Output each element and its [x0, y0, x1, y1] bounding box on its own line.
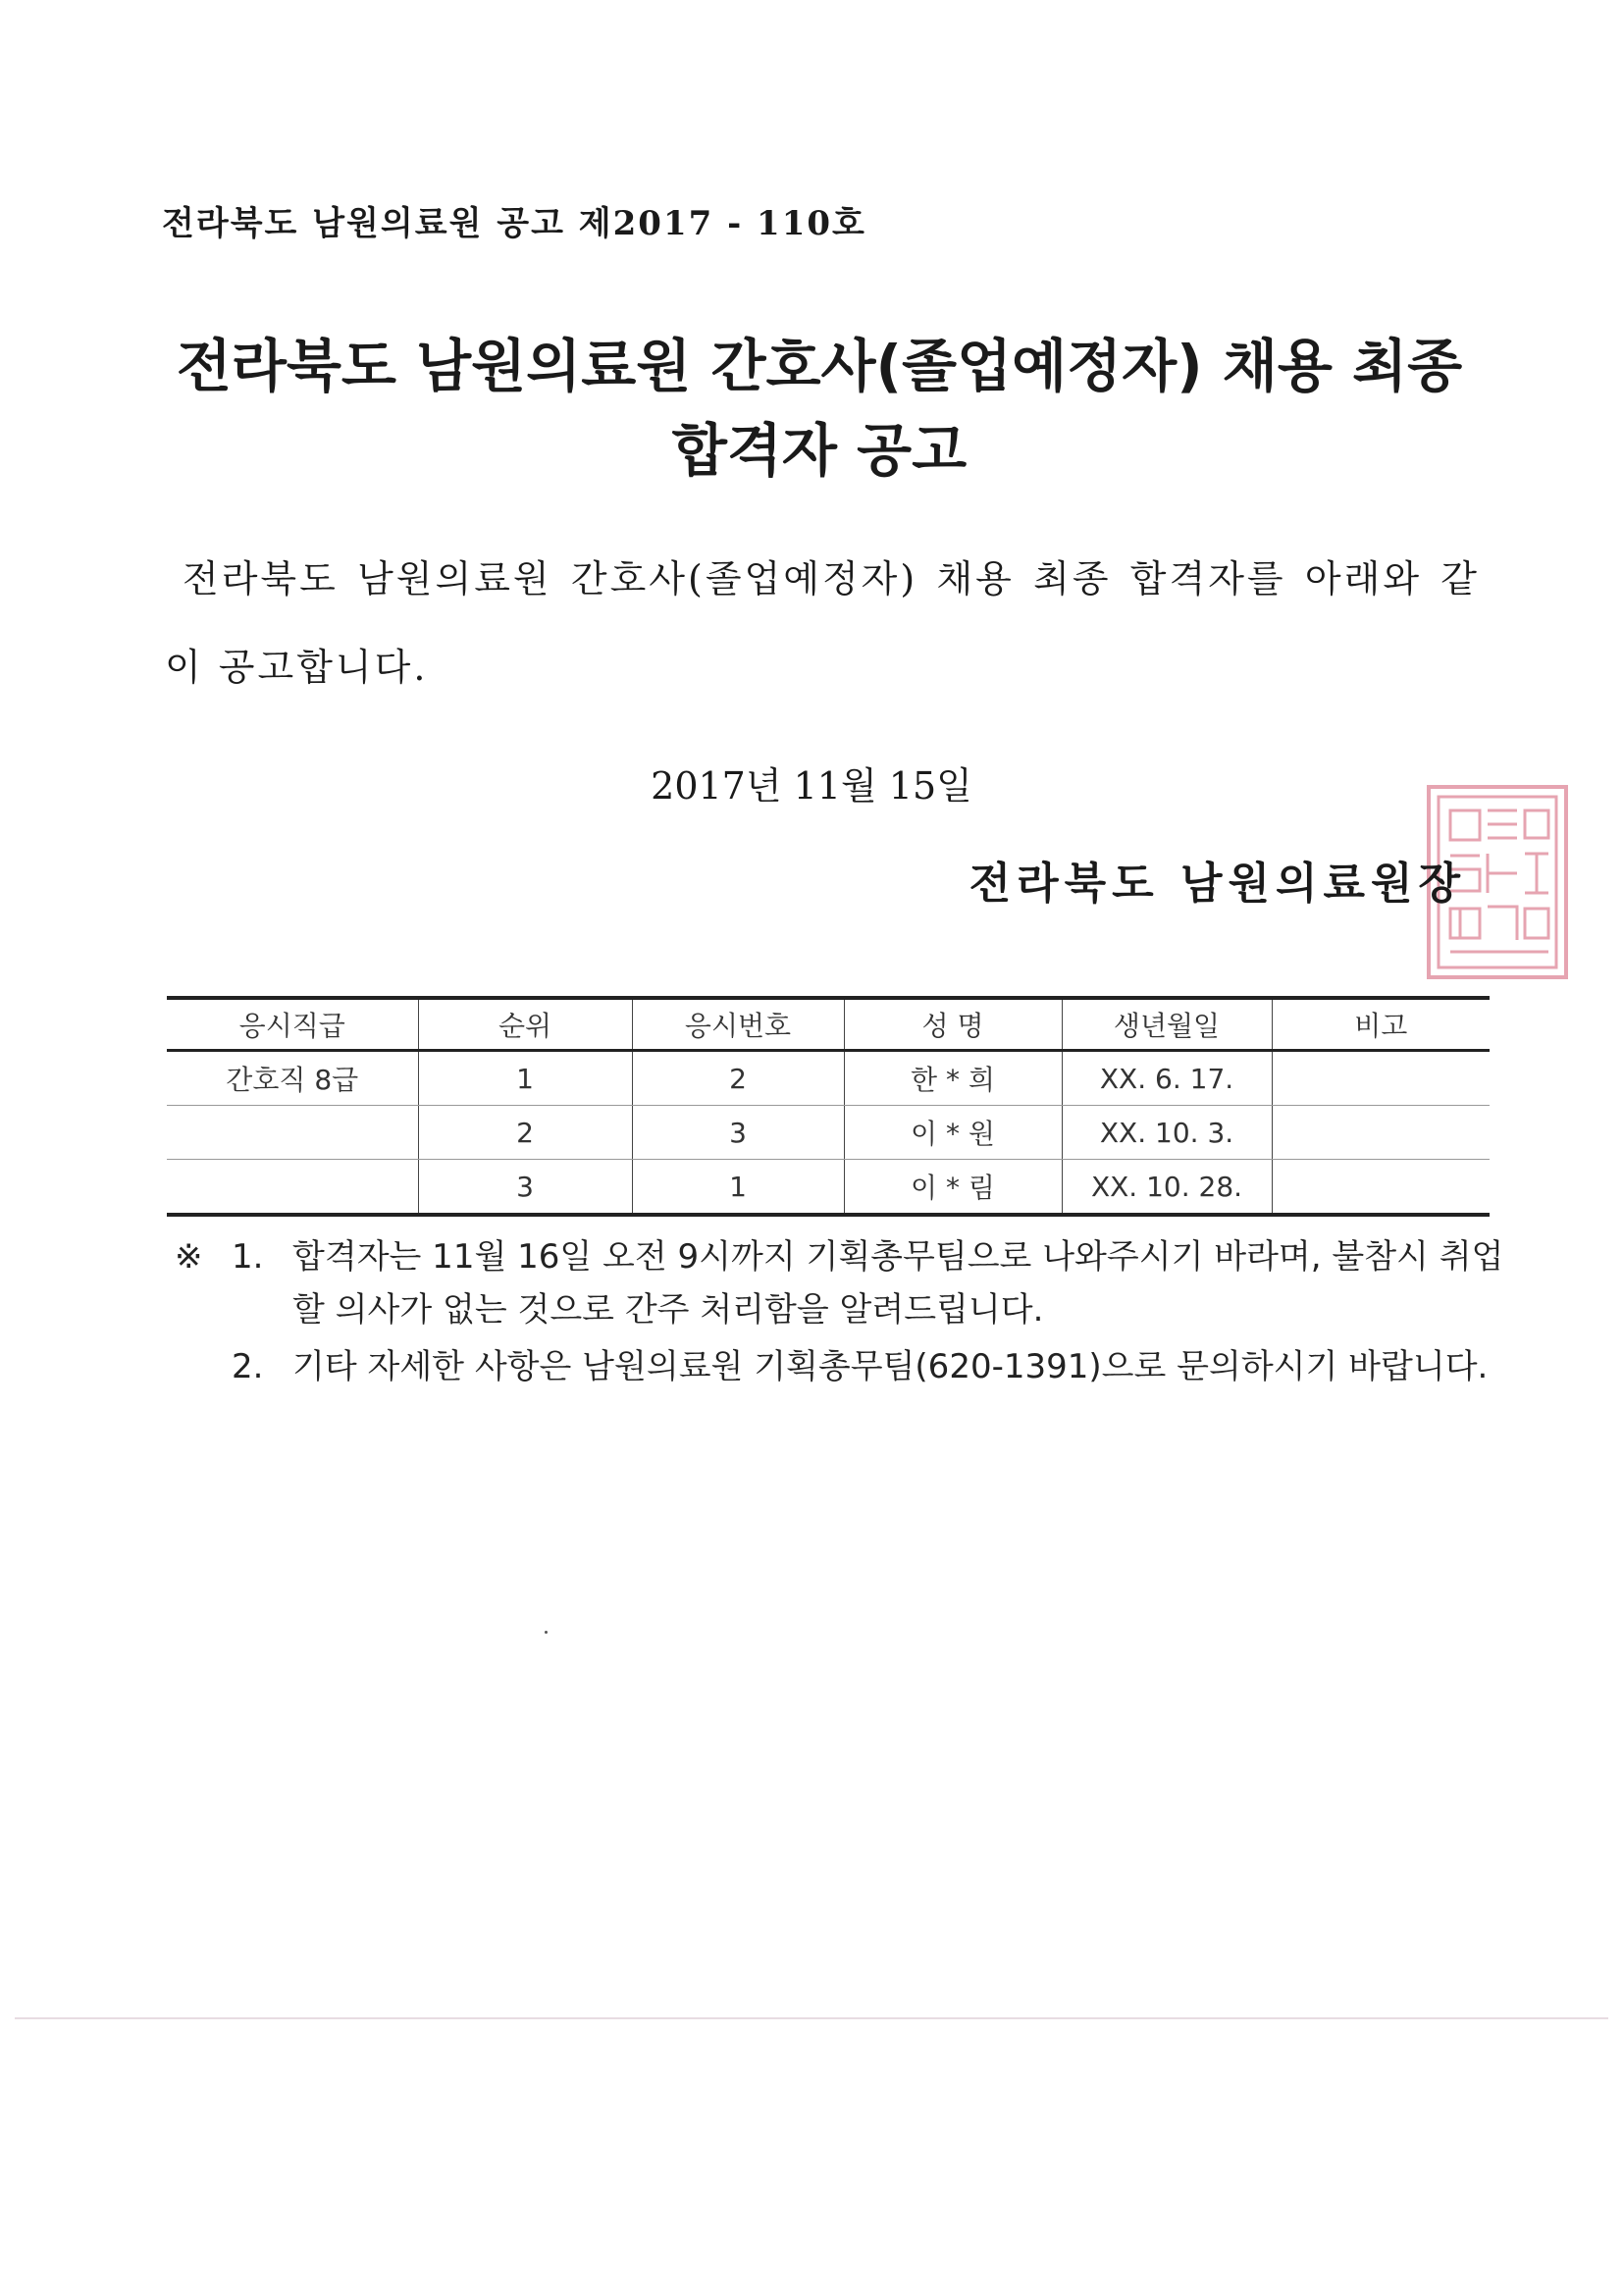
cell-rank: 3	[418, 1160, 632, 1216]
table-header-row	[167, 998, 1490, 1051]
results-table	[167, 996, 1490, 1217]
header-name: 성 명	[844, 998, 1062, 1051]
cell-rank: 2	[418, 1106, 632, 1160]
notes-section	[175, 1230, 1509, 1393]
scan-speck	[545, 1631, 548, 1634]
header-applicant-number: 응시번호	[632, 998, 844, 1051]
signer-name: 전라북도 남원의료원장	[969, 859, 1466, 909]
cell-birthdate: XX. 10. 3.	[1062, 1106, 1272, 1160]
cell-position: 간호직 8급	[167, 1051, 418, 1106]
note-number: 1.	[232, 1237, 264, 1277]
table-row	[167, 1051, 1490, 1106]
header-position: 응시직급	[167, 998, 418, 1051]
header-rank: 순위	[418, 998, 632, 1051]
header-remarks: 비고	[1272, 998, 1490, 1051]
table-row	[167, 1160, 1490, 1216]
cell-remarks	[1272, 1051, 1490, 1106]
note-item	[175, 1340, 1509, 1393]
cell-name: 이 * 림	[844, 1160, 1062, 1216]
cell-remarks	[1272, 1106, 1490, 1160]
note-text: 합격자는 11월 16일 오전 9시까지 기획총무팀으로 나와주시기 바라며, 불참시 취업할 의사가 없는 것으로 간주 처리함을 알려드립니다.	[292, 1237, 1504, 1330]
announcement-date: 2017년 11월 15일	[651, 764, 972, 808]
cell-birthdate: XX. 6. 17.	[1062, 1051, 1272, 1106]
header-birthdate: 생년월일	[1062, 998, 1272, 1051]
table-row	[167, 1106, 1490, 1160]
cell-applicant-number: 3	[632, 1106, 844, 1160]
cell-position	[167, 1106, 418, 1160]
cell-position	[167, 1160, 418, 1216]
cell-remarks	[1272, 1160, 1490, 1216]
cell-name: 이 * 원	[844, 1106, 1062, 1160]
note-item	[175, 1230, 1509, 1336]
cell-applicant-number: 2	[632, 1051, 844, 1106]
notice-number: 전라북도 남원의료원 공고 제2017 - 110호	[162, 204, 866, 243]
note-text: 기타 자세한 사항은 남원의료원 기획총무팀(620-1391)으로 문의하시기 바랍니다.	[292, 1347, 1489, 1386]
cell-name: 한 * 희	[844, 1051, 1062, 1106]
title-line-1: 전라북도 남원의료원 간호사(졸업예정자) 채용 최종	[176, 333, 1463, 399]
scan-line	[15, 2017, 1608, 2019]
reference-mark: ※	[175, 1237, 203, 1277]
cell-rank: 1	[418, 1051, 632, 1106]
note-number: 2.	[232, 1347, 264, 1386]
document-title	[118, 324, 1521, 493]
intro-paragraph: 전라북도 남원의료원 간호사(졸업예정자) 채용 최종 합격자를 아래와 같이 공고합니다.	[165, 557, 1480, 689]
cell-applicant-number: 1	[632, 1160, 844, 1216]
cell-birthdate: XX. 10. 28.	[1062, 1160, 1272, 1216]
title-line-2: 합격자 공고	[671, 417, 968, 484]
